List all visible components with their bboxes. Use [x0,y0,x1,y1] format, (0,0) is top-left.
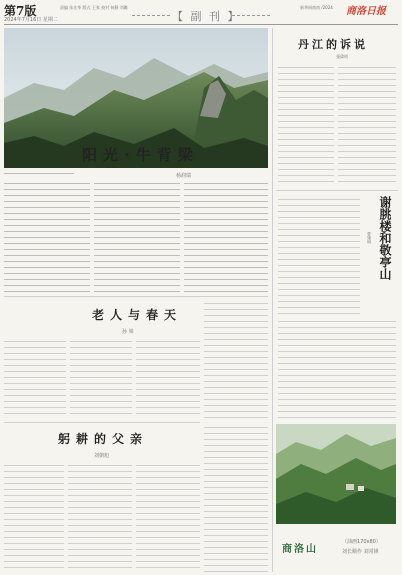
article-1-body-col1-top [4,170,74,178]
section-rule-left [132,15,170,16]
article-3-body-col3 [136,462,200,572]
article-2-body-col2 [70,338,132,418]
article-5-title: 谢朓楼和敬亭山 [378,196,392,280]
article-3-title: 躬耕的父亲 [58,432,149,446]
column-divider [272,28,273,572]
masthead-editors: 责编 朱先华 版式 王张 校对 何静 刘璐 [60,5,128,10]
article-1-author: 杨润瑞 [176,173,192,179]
article-2-body-col3 [136,338,200,418]
article-4-poem-col1 [278,64,334,184]
article-1-body-col2 [94,180,180,292]
article-4-poem-col2 [338,64,396,184]
article-5-body-top [278,196,360,314]
divider-a3 [4,422,200,423]
article-2-title: 老人与春天 [92,308,183,322]
article-3-author: 刘朝旭 [94,453,110,459]
painting-caption-title: 商洛山 [282,544,318,555]
article-3-body-col1 [4,462,64,572]
article-1-body-col1 [4,180,90,292]
page-number: 第7版 [4,4,37,18]
article-4-author: 張偉明 [336,54,348,59]
brand-small: 新华网商南 /2024 [300,5,333,10]
article-5-body-wide [278,318,396,418]
issue-date: 2024年7月16日 星期二 [4,17,58,23]
article-2-body-col4 [204,300,268,418]
article-2-body-col1 [4,338,66,418]
divider-a5 [276,190,398,191]
article-1-title: 阳光·牛背梁 [82,146,199,164]
article-4-title: 丹江的诉说 [298,38,368,51]
newspaper-logo: 商洛日报 [346,6,386,17]
painting [276,424,396,524]
divider-a2 [4,296,268,297]
section-title: 【 副 刊 】 [172,10,241,23]
article-3-body-col4 [204,424,268,572]
painting-caption-note: （油画170x80） [342,539,381,545]
article-1-body-col3 [184,180,268,292]
header-rule [4,24,398,25]
section-rule-right [232,15,270,16]
painting-caption-author: 刘长顺作 刘常锋 [342,549,379,555]
article-5-author: 曹建明 [367,232,372,244]
article-3-body-col2 [68,462,132,572]
article-2-author: 孙 梁 [122,329,134,335]
